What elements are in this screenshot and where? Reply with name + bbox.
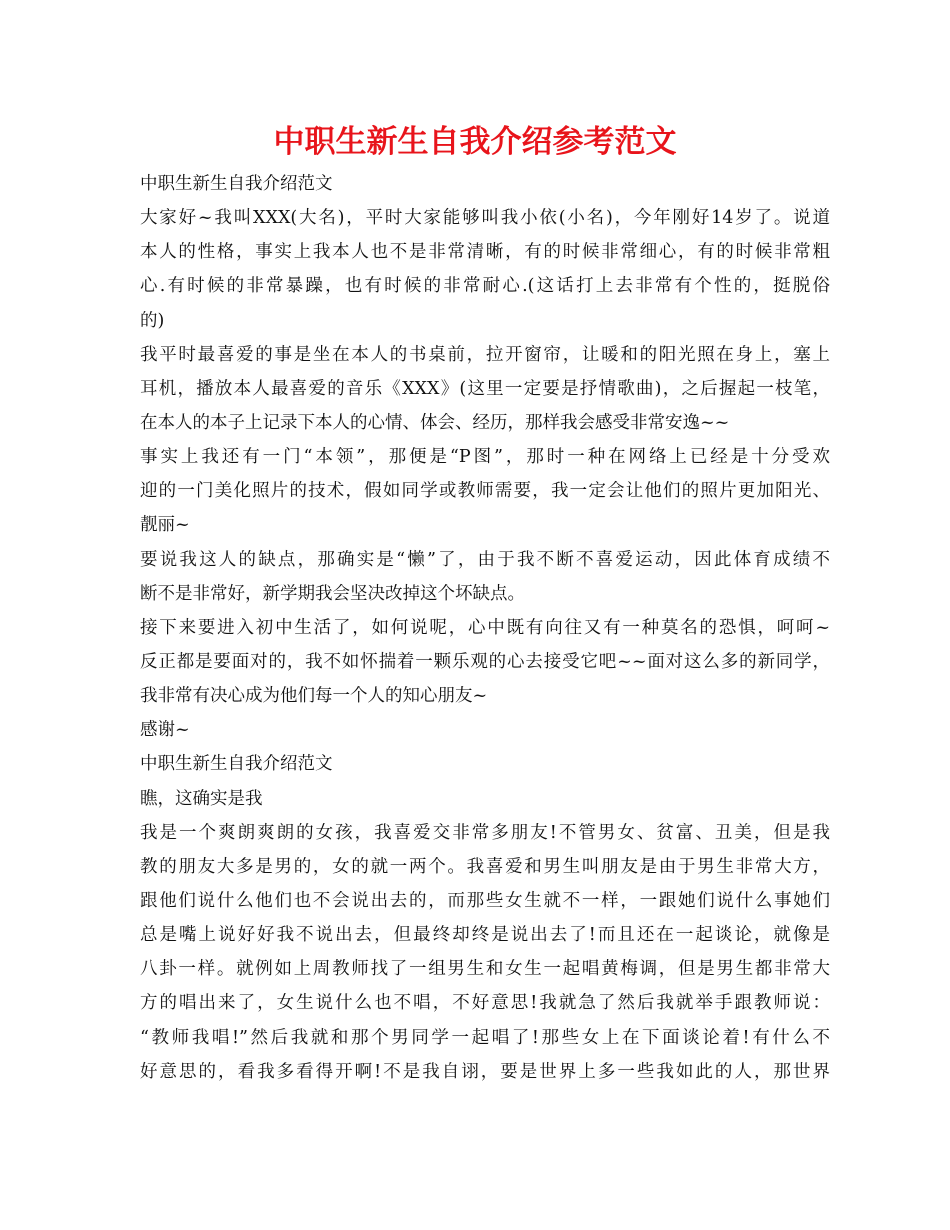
text-line: 大家好~我叫XXX(大名)，平时大家能够叫我小依(小名)，今年刚好14岁了。说道	[140, 208, 830, 229]
text-line: 八卦一样。就例如上周教师找了一组男生和女生一起唱黄梅调，但是男生都非常大	[140, 959, 830, 980]
text-line: 心.有时候的非常暴躁，也有时候的非常耐心.(这话打上去非常有个性的，挺脱俗	[140, 276, 830, 297]
text-line: 瞧，这确实是我	[140, 788, 263, 809]
text-line: 中职生新生自我介绍范文	[140, 174, 333, 194]
text-line: 断不是非常好，新学期我会坚决改掉这个坏缺点。	[140, 583, 525, 604]
text-line: 的)	[140, 310, 165, 331]
text-line: 总是嘴上说好好我不说出去，但最终却终是说出去了!而且还在一起谈论，就像是	[140, 925, 830, 946]
text-line: 好意思的，看我多看得开啊!不是我自诩，要是世界上多一些我如此的人，那世界	[140, 1061, 830, 1082]
document-title: 中职生新生自我介绍参考范文	[273, 124, 677, 160]
text-line: 跟他们说什么他们也不会说出去的，而那些女生就不一样，一跟她们说什么事她们	[140, 890, 830, 911]
text-line: 接下来要进入初中生活了，如何说呢，心中既有向往又有一种莫名的恐惧，呵呵~	[140, 617, 830, 638]
text-line: 方的唱出来了，女生说什么也不唱，不好意思!我就急了然后我就举手跟教师说：	[140, 993, 830, 1014]
text-line: 我平时最喜爱的事是坐在本人的书桌前，拉开窗帘，让暖和的阳光照在身上，塞上	[140, 344, 830, 365]
document-body	[140, 167, 830, 1089]
text-line: 事实上我还有一门“本领”，那便是“P图”，那时一种在网络上已经是十分受欢	[140, 447, 830, 468]
text-line: 本人的性格，事实上我本人也不是非常清晰，有的时候非常细心，有的时候非常粗	[140, 242, 830, 263]
text-line: “教师我唱!”然后我就和那个男同学一起唱了!那些女上在下面谈论着!有什么不	[140, 1027, 830, 1048]
text-line: 在本人的本子上记录下本人的心情、体会、经历，那样我会感受非常安逸~~	[140, 412, 730, 433]
text-line: 反正都是要面对的，我不如怀揣着一颗乐观的心去接受它吧~~面对这么多的新同学，	[140, 651, 830, 672]
text-line: 我非常有决心成为他们每一个人的知心朋友~	[140, 686, 488, 707]
text-line: 靓丽~	[140, 515, 190, 536]
text-line: 要说我这人的缺点，那确实是“懒”了，由于我不断不喜爱运动，因此体育成绩不	[140, 549, 830, 570]
text-line: 教的朋友大多是男的，女的就一两个。我喜爱和男生叫朋友是由于男生非常大方，	[140, 856, 830, 877]
text-line: 我是一个爽朗爽朗的女孩，我喜爱交非常多朋友!不管男女、贫富、丑美，但是我	[140, 822, 830, 843]
text-line: 中职生新生自我介绍范文	[140, 754, 333, 775]
text-line: 感谢~	[140, 720, 190, 741]
text-line: 迎的一门美化照片的技术，假如同学或教师需要，我一定会让他们的照片更加阳光、	[140, 481, 830, 502]
text-line: 耳机，播放本人最喜爱的音乐《XXX》(这里一定要是抒情歌曲)，之后握起一枝笔，	[140, 378, 830, 399]
